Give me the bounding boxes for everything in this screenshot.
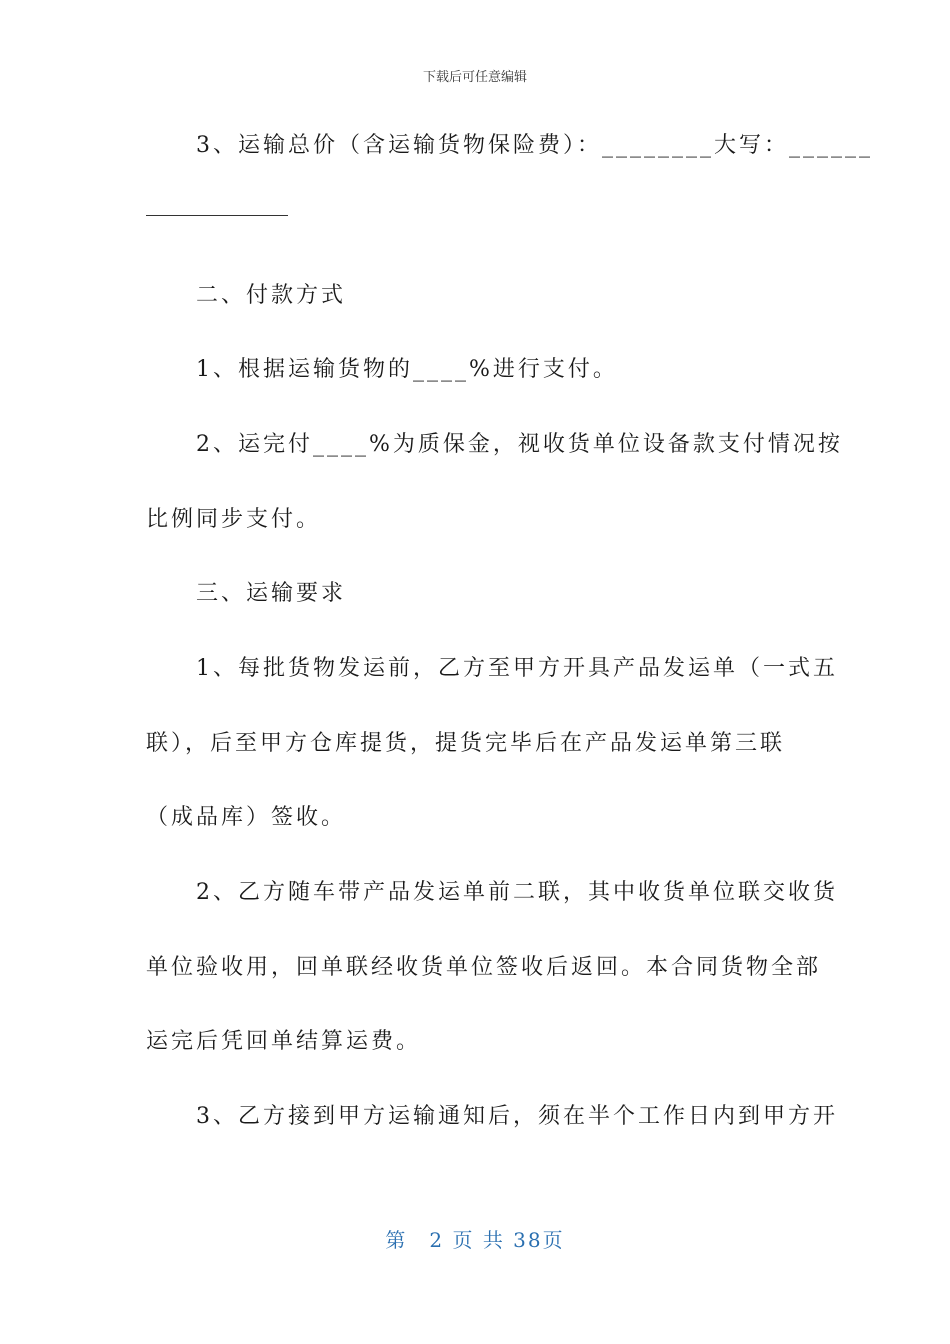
page-header: 下载后可任意编辑 (422, 70, 527, 85)
blank-underline (146, 215, 288, 216)
text-line: 1、根据运输货物的____%进行支付。 (146, 357, 618, 382)
text-line: （成品库）签收。 (146, 805, 347, 830)
text-line: 2、运完付____%为质保金，视收货单位设备款支付情况按 (146, 432, 843, 457)
page-number-footer: 第 2 页 共 38页 (385, 1228, 565, 1252)
text-line: 比例同步支付。 (146, 507, 322, 532)
section-heading: 二、付款方式 (146, 283, 347, 308)
text-line: 3、乙方接到甲方运输通知后，须在半个工作日内到甲方开 (146, 1104, 838, 1129)
section-heading: 三、运输要求 (146, 581, 347, 606)
text-line: 单位验收用，回单联经收货单位签收后返回。本合同货物全部 (146, 955, 822, 980)
text-line: 联），后至甲方仓库提货，提货完毕后在产品发运单第三联 (146, 731, 786, 756)
text-line: 1、每批货物发运前，乙方至甲方开具产品发运单（一式五 (146, 656, 838, 681)
text-line: 2、乙方随车带产品发运单前二联，其中收货单位联交收货 (146, 880, 838, 905)
text-line: 运完后凭回单结算运费。 (146, 1029, 422, 1054)
text-line: 3、运输总价（含运输货物保险费）：________大写：______ (146, 133, 873, 158)
